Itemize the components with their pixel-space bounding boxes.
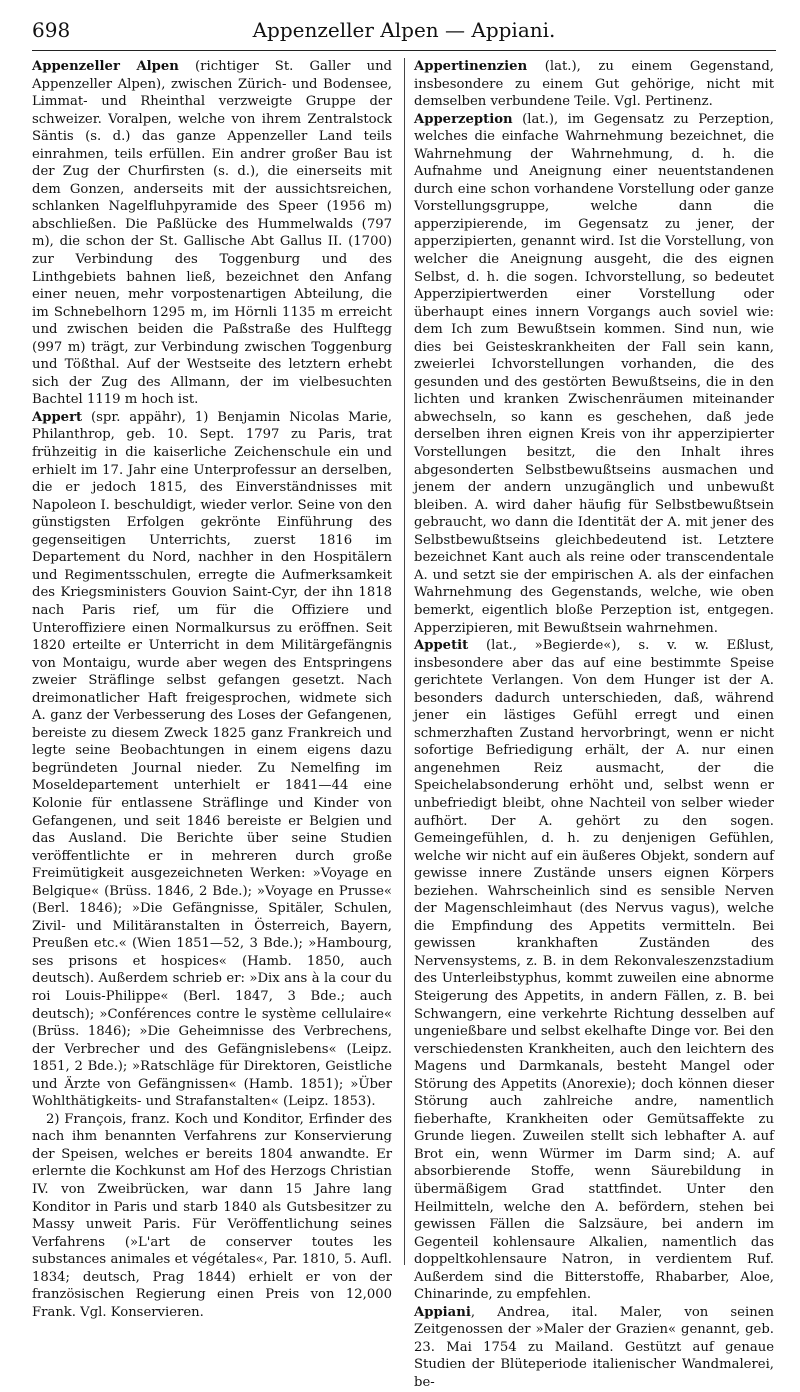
entry-appetit	[414, 637, 774, 1304]
entry-appert-francois	[32, 1111, 392, 1322]
left-column	[32, 58, 393, 1320]
entry-appertinenzien	[414, 58, 774, 111]
entry-apperzeption	[414, 111, 774, 637]
entry-text: (lat.), zu einem Gegenstand, insbesondere zu einem Gut gehörige, nicht mit demselben verbundene Teile. Vgl. Pertinenz.	[414, 59, 774, 110]
right-column	[414, 58, 774, 1391]
lemma: Appert	[32, 409, 83, 425]
entry-appenzeller-alpen	[32, 58, 392, 409]
text-columns	[32, 58, 776, 1391]
lemma: Appetit	[414, 638, 469, 654]
entry-appiani	[414, 1304, 774, 1392]
entry-text: 2) François, franz. Koch und Konditor, Erfinder des nach ihm benannten Verfahrens zur Konservierung der Speisen, welches er bereits 1804 anwandte. Er erlernte die Kochkunst am Hof des Herzogs Christian IV. von Zweibrücken, war dann 15 Jahre lang Konditor in Paris und starb 1840 als Gutsbesitzer zu Massy unweit Paris. Für Veröffentlichung seines Verfahrens (»L'art de conserver toutes les substances animales et végétales«, Par. 1810, 5. Aufl. 1834; deutsch, Prag 1844) erhielt er von der französischen Regierung einen Preis von 12,000 Frank. Vgl. Konservieren.	[32, 1111, 392, 1320]
entry-text: (lat.), im Gegensatz zu Perzeption, welches die einfache Wahrnehmung bezeichnet, die Wahrnehmung der Wahrnehmung, d. h. die Aufnahme und Aneignung einer neuentstandenen durch eine schon vorhandene Vorstellung oder ganze Vorstellungsgruppe, welche dann die apperzipierende, im Gegensatz zu jener, der apperzipierten, genannt wird. Ist die Vorstellung, von welcher die Aneignung ausgeht, die des eignen Selbst, d. h. die sogen. Ichvorstellung, so bedeutet Apperzipiertwerden einer Vorstellung oder überhaupt eines innern Vorgangs auch soviel wie: dem Ich zum Bewußtsein kommen. Sind nun, wie dies bei Geisteskrankheiten der Fall sein kann, zweierlei Ichvorstellungen vorhanden, die des gesunden und des gestörten Bewußtseins, die in den lichten und kranken Zwischenräumen miteinander abwechseln, so kann es geschehen, daß jede derselben ihren eignen Kreis von ihr apperzipierter Vorstellungen besitzt, die den Inhalt ihres abgesonderten Selbstbewußtseins ausmachen und jenem der andern unzugänglich und unbewußt bleiben. A. wird daher häufig für Selbstbewußtsein gebraucht, wo dann die Identität der A. mit jener des Selbstbewußtseins gleichbedeutend ist. Letztere bezeichnet Kant auch als reine oder transcendentale A. und setzt sie der empirischen A. als der einfachen Wahrnehmung des Gegenstands, welche, wie oben bemerkt, eigentlich bloße Perzeption ist, entgegen. Apperzipieren, mit Bewußtsein wahrnehmen.	[414, 111, 774, 636]
running-header	[32, 16, 776, 51]
entry-text: (spr. appähr), 1) Benjamin Nicolas Marie, Philanthrop, geb. 10. Sept. 1797 zu Paris, trat frühzeitig in die kaiserliche Zeichenschule ein und erhielt im 17. Jahr eine Unterprofessur an derselben, die er jedoch 1815, des Einverständnisses mit Napoleon I. beschuldigt, wieder verlor. Seine von den günstigsten Erfolgen gekrönte Einführung des gegenseitigen Unterrichts, zuerst 1816 im Departement du Nord, nachher in den Hospitälern und Regimentsschulen, erregte die Aufmerksamkeit des Kriegsministers Gouvion Saint-Cyr, der ihn 1818 nach Paris rief, um für die Offiziere und Unteroffiziere einen Normalkursus zu eröffnen. Seit 1820 erteilte er Unterricht in dem Militärgefängnis von Montaigu, wurde aber wegen des Entspringens zweier Sträflinge selbst gefangen gesetzt. Nach dreimonatlicher Haft freigesprochen, widmete sich A. ganz der Verbesserung des Loses der Gefangenen, bereiste zu diesem Zweck 1825 ganz Frankreich und legte seine Beobachtungen in einem eigens dazu begründeten Journal nieder. Zu Nemelfing im Moseldepartement unterhielt er 1841—44 eine Kolonie für entlassene Sträflinge und Kinder von Gefangenen, und seit 1846 bereiste er Belgien und das Ausland. Die Berichte über seine Studien veröffentlichte er in mehreren durch große Freimütigkeit ausgezeichneten Werken: »Voyage en Belgique« (Brüss. 1846, 2 Bde.); »Voyage en Prusse« (Berl. 1846); »Die Gefängnisse, Spitäler, Schulen, Zivil- und Militäranstalten in Österreich, Bayern, Preußen etc.« (Wien 1851—52, 3 Bde.); »Hambourg, ses prisons et hospices« (Hamb. 1850, auch deutsch). Außerdem schrieb er: »Dix ans à la cour du roi Louis-Philippe« (Berl. 1847, 3 Bde.; auch deutsch); »Conférences contre le système cellulaire« (Brüss. 1846); »Die Geheimnisse des Verbrechens, der Verbrecher und des Gefängnislebens« (Leipz. 1851, 2 Bde.); »Ratschläge für Direktoren, Geistliche und Ärzte von Gefängnissen« (Hamb. 1851); »Über Wohlthätigkeits- und Strafanstalten« (Leipz. 1853).	[32, 409, 392, 1110]
column-divider	[404, 58, 405, 1265]
lemma: Appiani	[414, 1304, 471, 1320]
lemma: Appertinenzien	[414, 59, 528, 74]
entry-text: , Andrea, ital. Maler, von seinen Zeitgenossen der »Maler der Grazien« genannt, geb. 23. Mai 1754 zu Mailand. Gestützt auf genaue Studien der Blüteperiode italienischer Wandmalerei, be-	[414, 1304, 774, 1391]
lemma: Apperzeption	[414, 111, 513, 127]
running-title: Appenzeller Alpen — Appiani.	[252, 18, 556, 42]
lemma: Appenzeller Alpen	[32, 59, 179, 74]
page-number: 698	[32, 18, 71, 42]
entry-text: (richtiger St. Galler und Appenzeller Alpen), zwischen Zürich- und Bodensee, Limmat- und Rheinthal verzweigte Gruppe der schweizer. Voralpen, welche von ihrem Zentralstock Säntis (s. d.) das ganze Appenzeller Land teils einrahmen, teils erfüllen. Ein andrer großer Bau ist der Zug der Churfirsten (s. d.), die einerseits mit dem Gonzen, anderseits mit der aussichtsreichen, schlanken Nagelfluhpyramide des Speer (1956 m) abschließen. Die Paßlücke des Hummelwalds (797 m), die schon der St. Gallische Abt Gallus II. (1700) zur Verbindung des Toggenburg und des Linthgebiets bahnen ließ, bezeichnet den Anfang einer neuen, mehr vorpostenartigen Abteilung, die im Schnebelhorn 1295 m, im Hörnli 1135 m erreicht und zwischen beiden die Paßstraße des Hulftegg (997 m) trägt, zur Verbindung zwischen Toggenburg und Tößthal. Auf der Westseite des letztern erhebt sich der Zug des Allmann, der im vielbesuchten Bachtel 1119 m hoch ist.	[32, 59, 393, 408]
entry-text: (lat., »Begierde«), s. v. w. Eßlust, insbesondere aber das auf eine bestimmte Speise gerichtete Verlangen. Von dem Hunger ist der A. besonders dadurch unterschieden, daß, während jener ein lästiges Gefühl erregt und einen schmerzhaften Zustand hervorbringt, wenn er nicht sofortige Befriedigung erhält, der A. nur einen angenehmen Reiz ausmacht, der die Speichelabsonderung erhöht und, selbst wenn er unbefriedigt bleibt, ohne Nachteil von selber wieder aufhört. Der A. gehört zu den sogen. Gemeingefühlen, d. h. zu denjenigen Gefühlen, welche wir nicht auf ein äußeres Objekt, sondern auf gewisse innere Zustände unsers eignen Körpers beziehen. Wahrscheinlich sind es sensible Nerven der Magenschleimhaut (des Nervus vagus), welche die Empfindung des Appetits vermitteln. Bei gewissen krankhaften Zuständen des Nervensystems, z. B. in dem Rekonvaleszenzstadium des Unterleibstyphus, kommt zuweilen eine abnorme Steigerung des Appetits, in andern Fällen, z. B. bei Schwangern, eine verkehrte Richtung desselben auf ungenießbare und selbst ekelhafte Dinge vor. Bei den verschiedensten Krankheiten, auch den leichtern des Magens und Darmkanals, besteht Mangel oder Störung des Appetits (Anorexie); doch können dieser Störung auch zahlreiche andre, namentlich fieberhafte, Krankheiten oder Gemütsaffekte zu Grunde liegen. Zuweilen stellt sich lebhafter A. auf Brot ein, wenn Würmer im Darm sind; A. auf absorbierende Stoffe, wenn Säurebildung in übermäßigem Grad stattfindet. Unter den Heilmitteln, welche den A. befördern, stehen bei gewissen Fällen die Salzsäure, bei andern im Gegenteil kohlensaure Alkalien, namentlich das doppeltkohlensaure Natron, in verdientem Ruf. Außerdem sind die Bitterstoffe, Rhabarber, Aloe, Chinarinde, zu empfehlen.	[414, 638, 774, 1303]
entry-appert	[32, 409, 392, 1111]
